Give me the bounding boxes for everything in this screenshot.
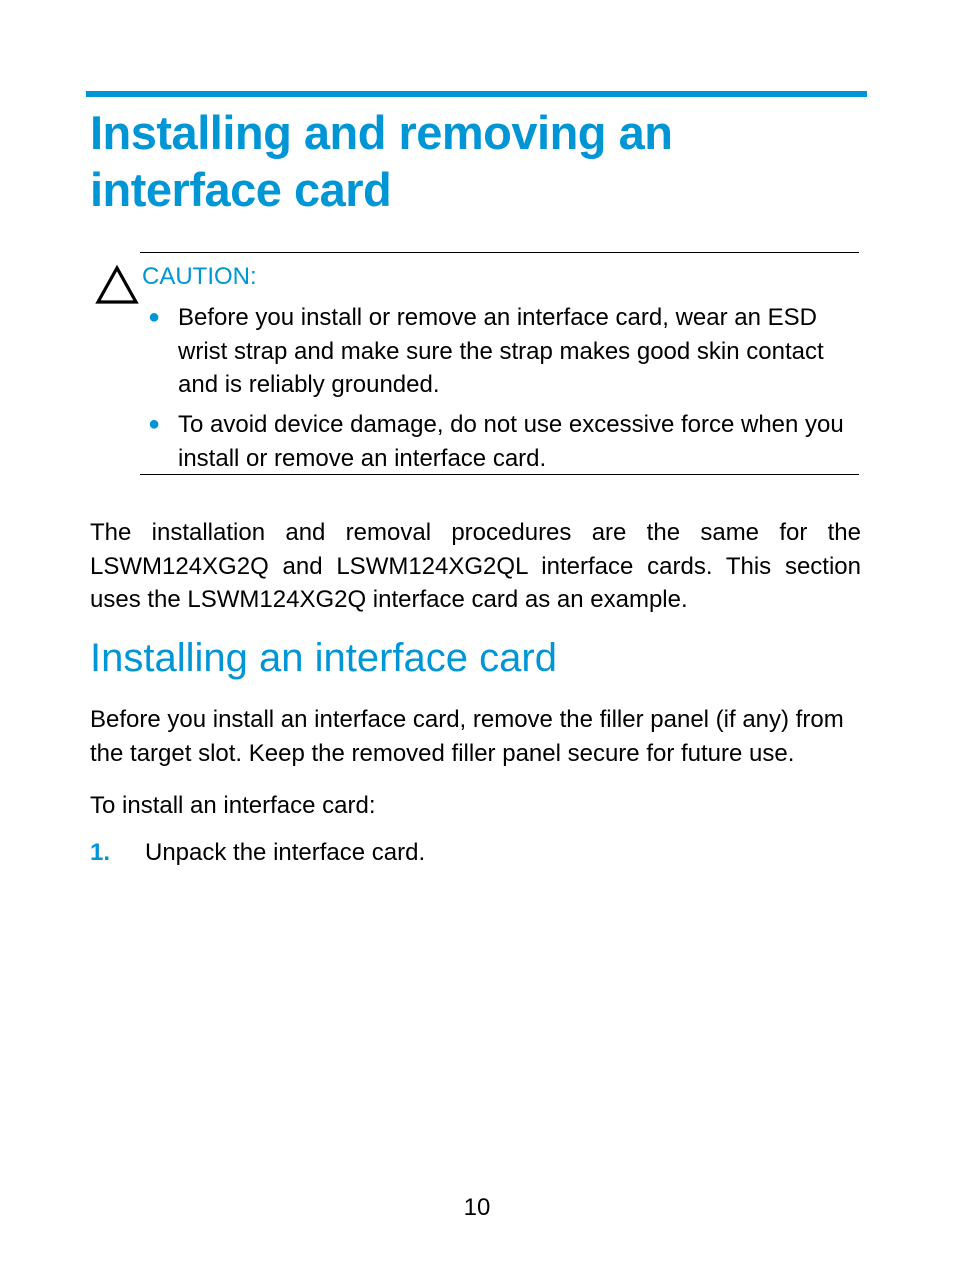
caution-item [148,408,868,475]
caution-item-text: Before you install or remove an interface card, wear an ESD wrist strap and make sure the strap makes good skin contact and is reliably grounded. [178,304,824,398]
warning-triangle-icon [95,265,139,305]
procedure-intro: To install an interface card: [90,792,376,819]
step-number: 1. [90,839,111,866]
caution-label: CAUTION: [142,263,257,290]
chapter-title: Installing and removing an interface card [90,106,673,216]
page-number: 10 [463,1194,491,1221]
chapter-top-rule [86,91,867,97]
bullet-icon: ● [148,306,161,328]
caution-item [148,301,868,402]
bullet-icon: ● [148,413,161,435]
intro-paragraph: The installation and removal procedures are the same for the LSWM124XG2Q and LSWM124XG2QL interface cards. This section uses the LSWM124XG2Q interface card as an example. [90,519,861,613]
caution-item-text: To avoid device damage, do not use excessive force when you install or remove an interface card. [178,411,844,472]
step-text: Unpack the interface card. [145,839,426,866]
section-title: Installing an interface card [90,636,557,680]
section-paragraph: Before you install an interface card, remove the filler panel (if any) from the target slot. Keep the removed filler panel secure for future use. [90,706,844,767]
